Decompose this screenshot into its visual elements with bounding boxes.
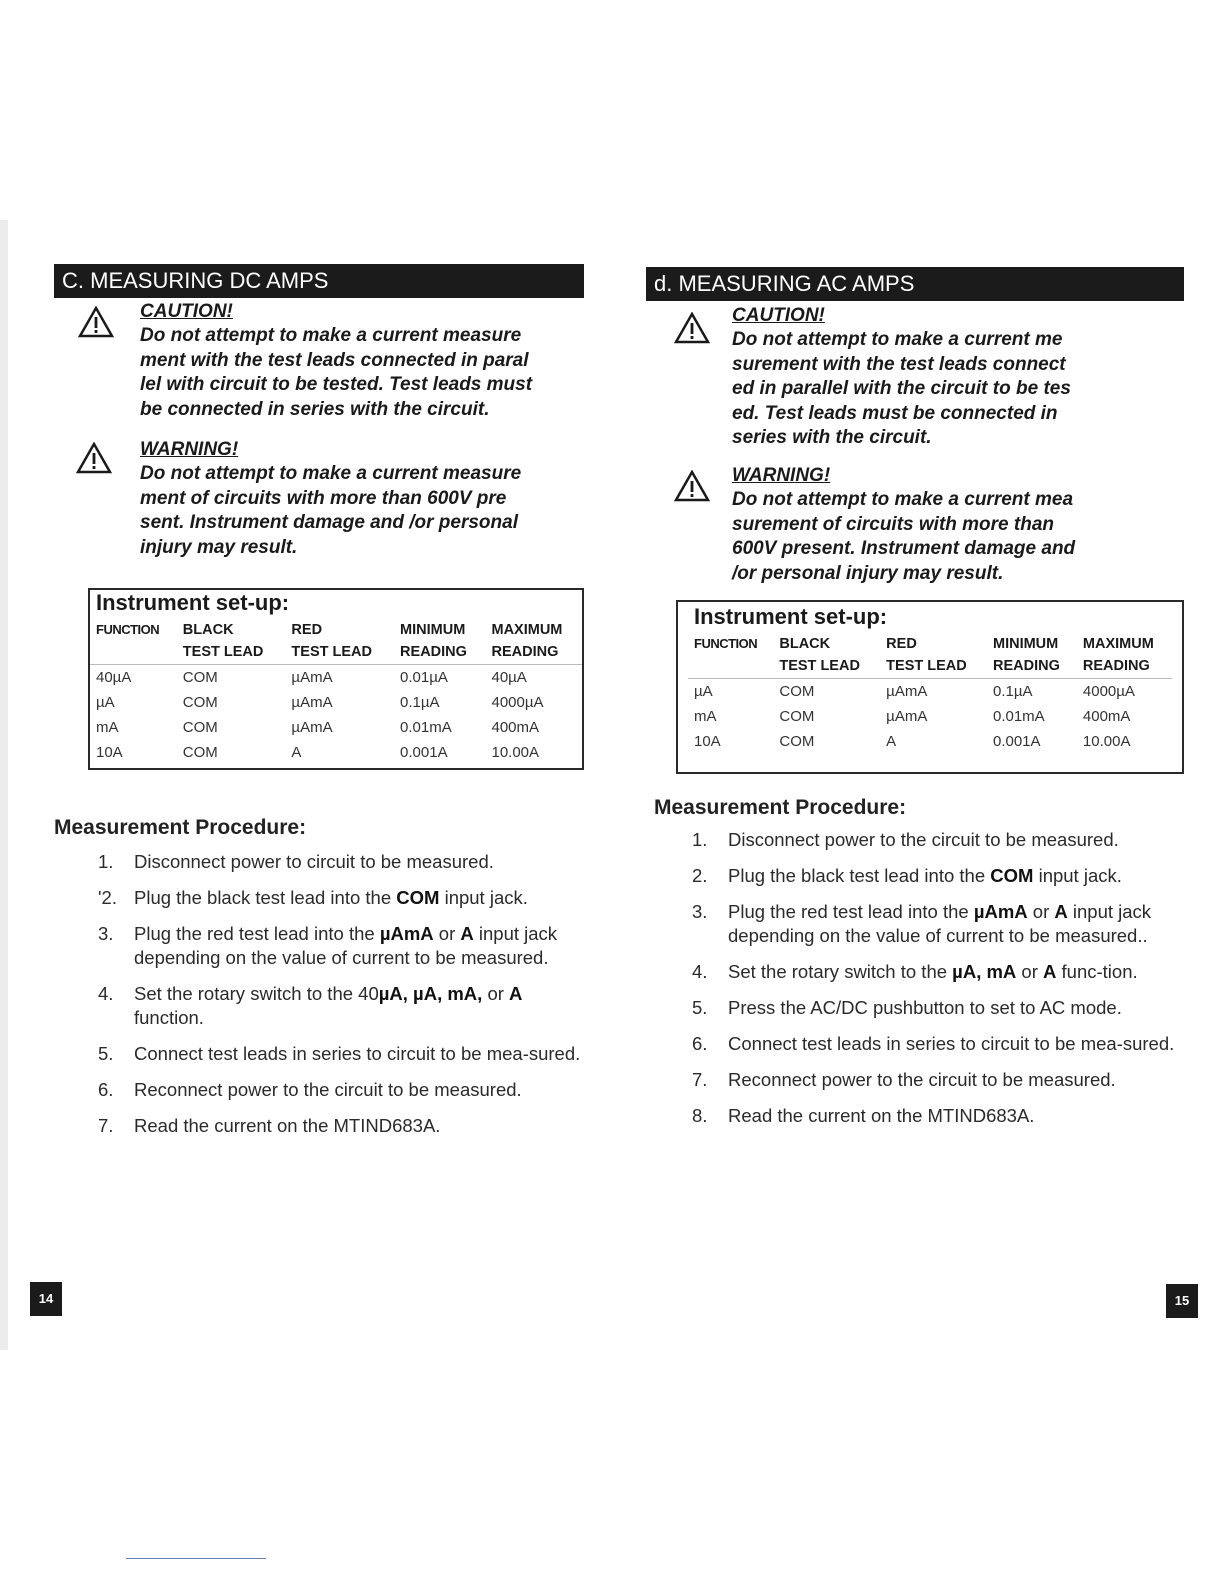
caution-notice <box>732 304 1172 451</box>
procedure-step <box>648 900 1188 948</box>
section-title: d. MEASURING AC AMPS <box>646 267 1184 301</box>
procedure-step <box>54 922 584 970</box>
warning-body: Do not attempt to make a current mea surement of circuits with more than 600V present. Instrument damage and /or personal injury may result. <box>732 489 1076 584</box>
table-cell: 0.001A <box>400 744 448 761</box>
procedure-step <box>648 864 1188 888</box>
header-cell: READING <box>485 642 582 665</box>
step-text: Connect test leads in series to circuit to be mea-sured. <box>728 1033 1175 1054</box>
table-cell: µA <box>96 694 115 711</box>
step-emphasis: A <box>1054 901 1068 922</box>
caution-body: Do not attempt to make a current measure ment with the test leads connected in paral lel with circuit to be tested. Test leads must be connected in series with the circuit. <box>140 325 533 420</box>
table-cell: 0.01µA <box>400 669 448 686</box>
step-emphasis: µAmA <box>973 901 1028 922</box>
step-text: Read the current on the MTIND683A. <box>134 1115 441 1136</box>
table-cell: 40µA <box>491 669 527 686</box>
table-cell: COM <box>779 733 815 750</box>
table-cell: 10A <box>694 733 721 750</box>
table-cell: µAmA <box>291 669 333 686</box>
procedure-step <box>54 850 584 874</box>
table-cell: 0.1µA <box>400 694 440 711</box>
step-text: Reconnect power to the circuit to be measured. <box>728 1069 1116 1090</box>
header-cell: BLACK <box>182 622 234 638</box>
footer-rule <box>126 1558 266 1559</box>
table-cell: COM <box>182 744 218 761</box>
procedure-step <box>54 1078 584 1102</box>
warning-triangle-icon <box>674 312 710 344</box>
step-text: Connect test leads in series to circuit to be mea-sured. <box>134 1043 581 1064</box>
header-cell: RED <box>291 622 323 638</box>
step-number: 5. <box>98 1043 114 1064</box>
step-text: Set the rotary switch to the 40 <box>134 983 379 1004</box>
table-cell: 4000µA <box>1082 683 1135 700</box>
table-cell: µAmA <box>291 719 333 736</box>
table-row <box>90 690 582 715</box>
procedure-steps <box>648 828 1188 1140</box>
warning-triangle-icon <box>674 470 710 502</box>
table-cell: 0.01mA <box>400 719 452 736</box>
step-text: or <box>433 923 461 944</box>
table-cell: 0.01mA <box>992 708 1045 725</box>
table-cell: COM <box>182 669 218 686</box>
header-cell: RED <box>886 636 917 652</box>
warning-notice <box>732 464 1172 586</box>
step-number: 4. <box>98 983 114 1004</box>
procedure-step <box>648 1104 1188 1128</box>
step-emphasis: A <box>460 923 474 944</box>
procedure-step <box>648 960 1188 984</box>
step-emphasis: A <box>1043 961 1057 982</box>
table-cell: mA <box>694 708 717 725</box>
step-emphasis: µA, mA <box>952 961 1017 982</box>
procedure-step <box>54 982 584 1030</box>
step-text: input jack depending on the value of current to be measured.. <box>728 901 1152 946</box>
section-title: C. MEASURING DC AMPS <box>54 264 584 298</box>
step-text: Plug the black test lead into the <box>134 887 397 908</box>
caution-title: CAUTION! <box>140 301 233 322</box>
step-text: or <box>1027 901 1055 922</box>
header-cell: MINIMUM <box>992 636 1059 652</box>
step-text: Read the current on the MTIND683A. <box>728 1105 1035 1126</box>
warning-body: Do not attempt to make a current measure ment of circuits with more than 600V pre sent. Instrument damage and /or personal injury may result. <box>140 463 522 558</box>
step-number: 3. <box>98 923 114 944</box>
table-cell: 400mA <box>1082 708 1131 725</box>
step-text: Plug the red test lead into the <box>134 923 380 944</box>
step-emphasis: µAmA <box>379 923 434 944</box>
caution-body: Do not attempt to make a current me surement with the test leads connect ed in parallel with the circuit to be tes ed. Test leads must be connected in series with the circuit. <box>732 329 1071 448</box>
step-text: Set the rotary switch to the <box>728 961 953 982</box>
step-text: Disconnect power to circuit to be measured. <box>134 851 494 872</box>
caution-notice <box>140 300 580 422</box>
table-row <box>688 729 1172 754</box>
header-cell: MINIMUM <box>400 622 466 638</box>
table-cell: COM <box>779 708 815 725</box>
step-text: input jack. <box>439 887 528 908</box>
table-cell: µAmA <box>886 683 928 700</box>
page-number: 14 <box>30 1282 62 1316</box>
table-cell: COM <box>182 694 218 711</box>
step-emphasis: µA, µA, mA, <box>378 983 483 1004</box>
step-text: Plug the black test lead into the <box>728 865 991 886</box>
procedure-step <box>648 1068 1188 1092</box>
step-number: 6. <box>98 1079 114 1100</box>
warning-title: WARNING! <box>732 465 831 486</box>
step-text: input jack. <box>1033 865 1122 886</box>
header-cell: FUNCTION <box>96 622 160 637</box>
table-cell: 10A <box>96 744 123 761</box>
step-number: 3. <box>692 901 708 922</box>
step-text: Disconnect power to the circuit to be measured. <box>728 829 1119 850</box>
page-number: 15 <box>1166 1284 1198 1318</box>
step-number: 1. <box>98 851 114 872</box>
table-cell: 10.00A <box>491 744 540 761</box>
table-cell: A <box>886 733 897 750</box>
header-cell: MAXIMUM <box>491 622 563 638</box>
table-cell: COM <box>182 719 218 736</box>
step-number: 6. <box>692 1033 708 1054</box>
step-number: 7. <box>692 1069 708 1090</box>
procedure-step <box>648 828 1188 852</box>
setup-table <box>688 634 1172 754</box>
table-cell: µA <box>694 683 713 700</box>
table-cell: µAmA <box>886 708 928 725</box>
warning-notice <box>140 438 580 560</box>
step-number: '2. <box>98 887 117 908</box>
scan-edge <box>0 220 8 1350</box>
step-emphasis: COM <box>396 887 440 908</box>
step-text: Press the AC/DC pushbutton to set to AC mode. <box>728 997 1122 1018</box>
setup-title: Instrument set-up: <box>96 590 290 615</box>
table-row <box>90 740 582 765</box>
step-number: 4. <box>692 961 708 982</box>
procedure-step <box>648 996 1188 1020</box>
caution-title: CAUTION! <box>732 305 825 326</box>
step-text: func-tion. <box>1056 961 1138 982</box>
step-emphasis: COM <box>990 865 1034 886</box>
header-cell: BLACK <box>779 636 831 652</box>
setup-table <box>90 620 582 765</box>
warning-triangle-icon <box>76 442 112 474</box>
table-cell: 10.00A <box>1082 733 1131 750</box>
header-cell: FUNCTION <box>694 636 758 651</box>
header-cell: READING <box>394 642 485 665</box>
table-cell: 40µA <box>96 669 132 686</box>
warning-triangle-icon <box>78 306 114 338</box>
instrument-setup-box <box>88 588 584 770</box>
header-cell: TEST LEAD <box>773 656 880 679</box>
header-cell: READING <box>987 656 1077 679</box>
step-text: or <box>482 983 510 1004</box>
step-number: 1. <box>692 829 708 850</box>
header-cell <box>688 656 773 679</box>
procedure-steps <box>54 850 584 1150</box>
step-text: Reconnect power to the circuit to be measured. <box>134 1079 522 1100</box>
step-text: or <box>1016 961 1044 982</box>
header-cell: READING <box>1077 656 1172 679</box>
table-row <box>688 704 1172 729</box>
header-cell: TEST LEAD <box>177 642 286 665</box>
table-cell: mA <box>96 719 119 736</box>
procedure-step <box>648 1032 1188 1056</box>
warning-title: WARNING! <box>140 439 239 460</box>
setup-title: Instrument set-up: <box>694 604 888 629</box>
step-emphasis: A <box>509 983 523 1004</box>
header-cell: TEST LEAD <box>880 656 987 679</box>
header-cell: TEST LEAD <box>285 642 394 665</box>
table-cell: 400mA <box>491 719 540 736</box>
table-cell: µAmA <box>291 694 333 711</box>
table-cell: 4000µA <box>491 694 544 711</box>
step-number: 5. <box>692 997 708 1018</box>
step-number: 8. <box>692 1105 708 1126</box>
instrument-setup-box <box>676 600 1184 774</box>
header-cell <box>90 642 177 665</box>
header-cell: MAXIMUM <box>1082 636 1154 652</box>
procedure-step <box>54 1114 584 1138</box>
table-row <box>688 679 1172 705</box>
table-row <box>90 665 582 691</box>
table-cell: 0.001A <box>992 733 1041 750</box>
procedure-step <box>54 1042 584 1066</box>
table-cell: A <box>291 744 302 761</box>
step-number: 7. <box>98 1115 114 1136</box>
procedure-title: Measurement Procedure: <box>654 796 907 819</box>
table-cell: COM <box>779 683 815 700</box>
table-cell: 0.1µA <box>992 683 1033 700</box>
step-number: 2. <box>692 865 708 886</box>
step-text: function. <box>134 1007 204 1028</box>
table-row <box>90 715 582 740</box>
procedure-step <box>54 886 584 910</box>
procedure-title: Measurement Procedure: <box>54 816 307 839</box>
step-text: input jack depending on the value of current to be measured. <box>134 923 558 968</box>
step-text: Plug the red test lead into the <box>728 901 974 922</box>
